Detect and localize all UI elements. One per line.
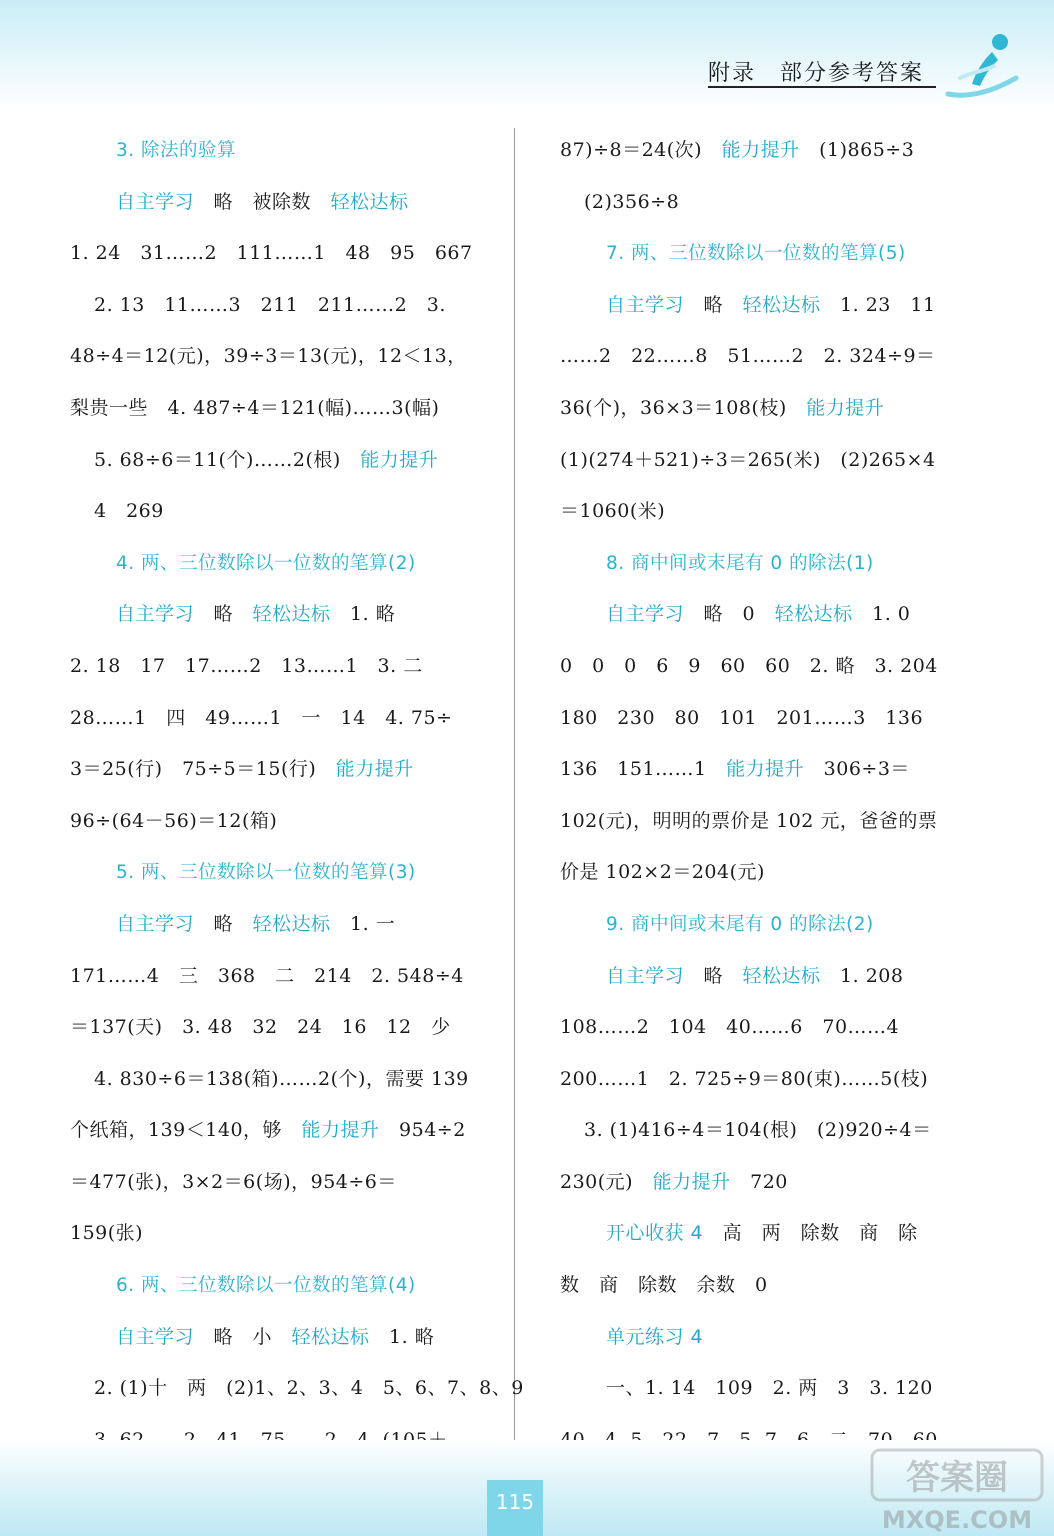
section-tag: 能力提升 [652,1170,731,1193]
right-line-18 [560,1054,980,1106]
section-title: 5. 两、三位数除以一位数的笔算(3) [116,862,416,884]
answer-text: 1. 208 [820,964,904,987]
answer-text: 1. 略 [369,1325,435,1348]
answer-text: ＝137(天) 3. 48 32 24 16 12 少 [70,1016,451,1039]
answer-text: 1. 一 [330,912,396,935]
answer-text: 171……4 三 368 二 214 2. 548÷4 [70,964,464,987]
left-line-12 [70,744,490,796]
left-line-4 [70,331,490,383]
section-title: 8. 商中间或末尾有 0 的除法(1) [606,552,874,574]
answer-text: 个纸箱，139＜140，够 [70,1119,302,1142]
answer-text: 略 [684,293,743,316]
answer-text: 954÷2 [379,1119,466,1142]
left-line-5 [70,383,490,435]
right-line-8 [560,538,980,590]
column-divider [514,128,515,1443]
answer-text: (2)356÷8 [584,190,680,213]
answer-text: 36(个)，36×3＝108(枝) [560,396,807,419]
left-line-15 [70,899,490,951]
left-line-16 [70,951,490,1003]
answer-text: 略 0 [684,603,775,626]
left-line-13 [70,796,490,848]
answer-text: 4 269 [94,500,164,523]
right-line-7 [560,486,980,538]
answer-text: 1. 23 11 [820,293,936,316]
section-tag: 轻松达标 [252,603,331,626]
answer-text: 3. (1)416÷4＝104(根) (2)920÷4＝ [584,1119,932,1142]
header-underline [708,86,936,88]
right-line-0 [560,125,980,177]
left-line-22 [70,1260,490,1312]
section-tag: 自主学习 [606,293,685,316]
section-tag: 能力提升 [301,1119,380,1142]
right-line-9 [560,589,980,641]
left-line-20 [70,1157,490,1209]
section-tag: 自主学习 [116,912,195,935]
answer-text: 2. 18 17 17……2 13……1 3. 二 [70,654,423,677]
right-line-21 [560,1208,980,1260]
section-title: 7. 两、三位数除以一位数的笔算(5) [606,243,906,265]
right-line-17 [560,1002,980,1054]
answer-text: 略 [194,603,253,626]
right-line-6 [560,435,980,487]
section-tag: 轻松达标 [742,293,821,316]
left-line-24 [70,1363,524,1415]
right-line-13 [560,796,980,848]
section-tag: 轻松达标 [252,912,331,935]
watermark-logo [862,1444,1052,1534]
section-tag: 能力提升 [721,139,800,161]
answer-text: 306÷3＝ [804,758,910,781]
answer-text: 略 被除数 [194,190,331,213]
section-tag: 开心收获 4 [606,1222,704,1245]
right-line-19 [560,1105,980,1157]
answer-text: 200……1 2. 725÷9＝80(束)……5(枝) [560,1067,929,1090]
answer-text: (1)865÷3 [799,139,915,161]
answer-text: 梨贵一些 4. 487÷4＝121(幅)……3(幅) [70,396,440,419]
answer-text: 28……1 四 49……1 一 14 4. 75÷ [70,706,453,729]
right-line-4 [560,331,980,383]
left-line-11 [70,693,490,745]
right-line-23 [560,1312,980,1364]
answer-text: 数 商 除数 余数 0 [560,1274,768,1297]
section-tag: 能力提升 [806,396,885,419]
section-tag: 轻松达标 [774,603,853,626]
answer-text: ……2 22……8 51……2 2. 324÷9＝ [560,345,936,368]
section-title: 3. 除法的验算 [116,140,237,161]
header-band [0,0,1054,110]
section-tag: 自主学习 [116,603,195,626]
answer-text: 2. (1)十 两 (2)1、2、3、4 5、6、7、8、9 [94,1377,524,1400]
right-column [560,125,980,1466]
answer-text: 一、1. 14 109 2. 两 3 3. 120 [606,1377,933,1400]
watermark-cn: 答案圈 [906,1458,1008,1498]
section-tag: 自主学习 [606,964,685,987]
left-line-9 [70,589,490,641]
right-line-16 [560,951,980,1003]
section-title: 9. 商中间或末尾有 0 的除法(2) [606,913,874,935]
right-line-12 [560,744,980,796]
answer-text: 3＝25(行) 75÷5＝15(行) [70,758,336,781]
left-line-8 [70,538,490,590]
left-line-6 [70,435,490,487]
left-line-18 [70,1054,490,1106]
answer-text: (1)(274＋521)÷3＝265(米) (2)265×4 [560,448,936,471]
section-tag: 自主学习 [116,190,195,213]
answer-text: 48÷4＝12(元)，39÷3＝13(元)，12＜13， [70,345,467,368]
section-tag: 能力提升 [335,758,414,781]
answer-text: 略 [194,912,253,935]
left-line-21 [70,1208,490,1260]
answer-text: 2. 13 11……3 211 211……2 3. [94,293,446,316]
answer-text: 价是 102×2＝204(元) [560,861,765,884]
answer-text: 0 0 0 6 9 60 60 2. 略 3. 204 [560,654,938,677]
answer-text: 1. 0 [852,603,911,626]
section-tag: 轻松达标 [291,1325,370,1348]
right-line-1 [560,177,980,229]
page-number: 115 [495,1490,535,1514]
left-column [70,125,524,1466]
answer-text: 略 [684,964,743,987]
section-tag: 单元练习 4 [606,1325,704,1348]
answer-text: 1. 24 31……2 111……1 48 95 667 [70,242,473,265]
right-line-14 [560,847,980,899]
right-line-15 [560,899,980,951]
skier-icon [942,28,1022,108]
right-line-20 [560,1157,980,1209]
left-line-23 [70,1312,490,1364]
page-number-box [487,1480,543,1536]
section-title: 6. 两、三位数除以一位数的笔算(4) [116,1275,416,1297]
answer-text: 102(元)，明明的票价是 102 元，爸爸的票 [560,809,938,832]
answer-text: 136 151……1 [560,758,727,781]
answer-text: 96÷(64－56)＝12(箱) [70,809,278,832]
left-line-0 [70,125,490,177]
right-line-10 [560,641,980,693]
right-line-2 [560,228,980,280]
right-line-5 [560,383,980,435]
page-header-title: 附录 部分参考答案 [708,61,925,86]
left-line-17 [70,1002,490,1054]
answer-text: 4. 830÷6＝138(箱)……2(个)，需要 139 [94,1067,469,1090]
left-line-2 [70,228,490,280]
section-tag: 自主学习 [606,603,685,626]
section-tag: 能力提升 [726,758,805,781]
right-line-24 [560,1363,980,1415]
answer-text: 高 两 除数 商 除 [703,1222,918,1245]
answer-text: 159(张) [70,1222,144,1245]
section-title: 4. 两、三位数除以一位数的笔算(2) [116,552,416,574]
section-tag: 轻松达标 [742,964,821,987]
section-tag: 自主学习 [116,1325,195,1348]
left-line-3 [70,280,490,332]
answer-text: 108……2 104 40……6 70……4 [560,1016,900,1039]
answer-text: 1. 略 [330,603,396,626]
left-line-1 [70,177,490,229]
left-line-7 [70,486,490,538]
answer-text: 5. 68÷6＝11(个)……2(根) [94,448,361,471]
right-line-11 [560,693,980,745]
answer-text: 230(元) [560,1170,653,1193]
answer-text: 720 [730,1170,788,1193]
answer-text: ＝477(张)，3×2＝6(场)，954÷6＝ [70,1170,397,1193]
left-line-14 [70,847,490,899]
section-tag: 轻松达标 [330,190,409,213]
answer-text: 略 小 [194,1325,292,1348]
left-line-19 [70,1105,490,1157]
answer-text: ＝1060(米) [560,500,666,523]
left-line-10 [70,641,490,693]
answer-text: 180 230 80 101 201……3 136 [560,706,924,729]
answer-text: 87)÷8＝24(次) [560,139,722,161]
section-tag: 能力提升 [360,448,439,471]
right-line-3 [560,280,980,332]
right-line-22 [560,1260,980,1312]
watermark-url: MXQE.COM [881,1506,1033,1534]
